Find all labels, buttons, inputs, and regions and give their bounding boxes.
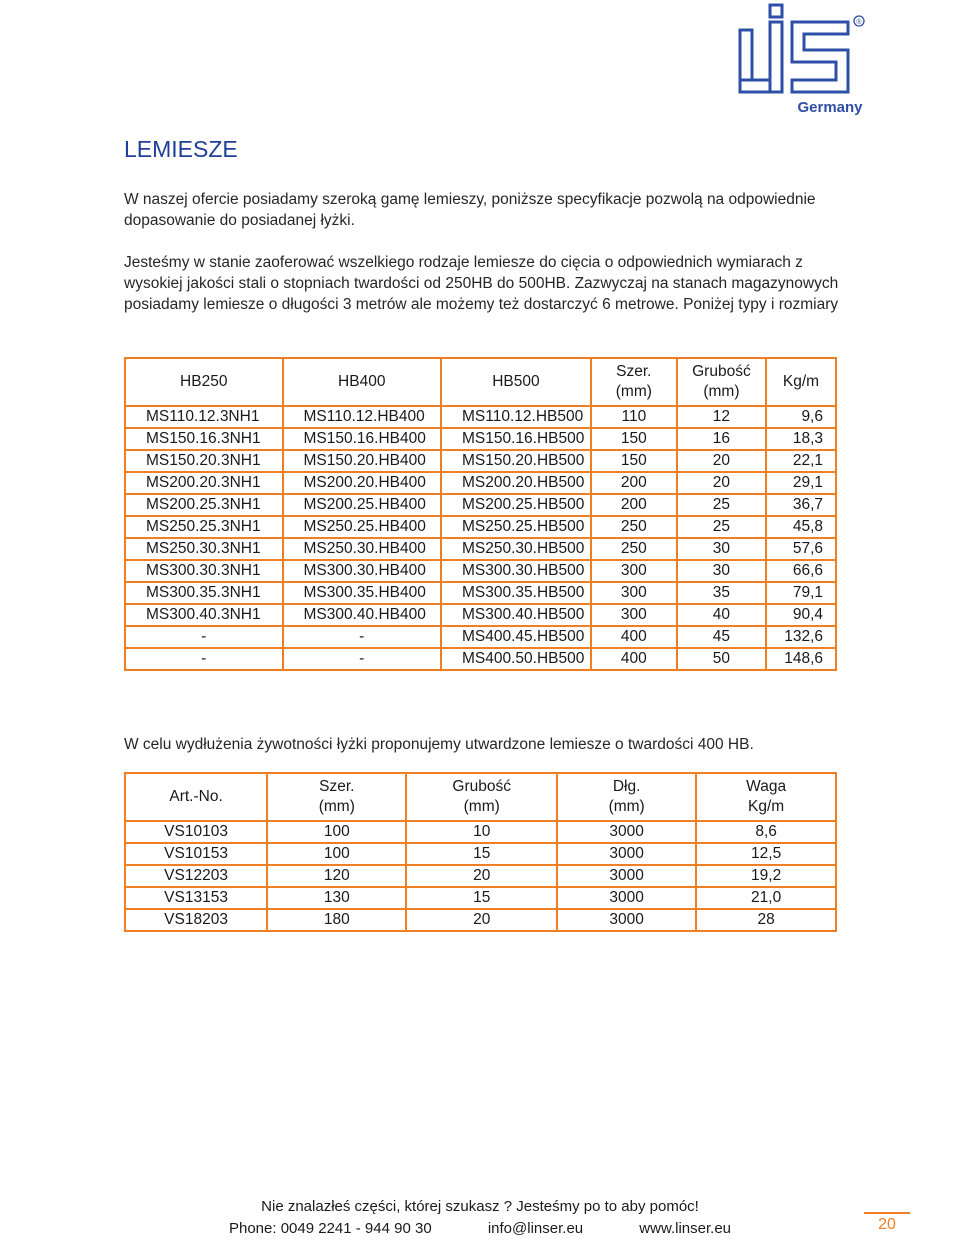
table-cell: MS150.16.3NH1 [125,428,283,450]
table-cell: 300 [591,604,677,626]
table-cell: 180 [267,909,406,931]
table-cell: 300 [591,582,677,604]
blades-table [124,357,837,671]
table-cell: 79,1 [766,582,836,604]
table-cell: 30 [677,538,766,560]
table-row [125,887,836,909]
table-cell: MS150.20.HB500 [441,450,591,472]
table-cell: 30 [677,560,766,582]
page-number-bar [864,1212,910,1214]
table-cell: 20 [406,865,557,887]
table-cell: MS150.16.HB400 [283,428,442,450]
table-cell: 3000 [557,887,696,909]
table-cell: MS250.30.HB400 [283,538,442,560]
table-cell: 400 [591,648,677,670]
table-cell: VS13153 [125,887,267,909]
table-cell: MS250.25.HB500 [441,516,591,538]
col-header: HB250 [125,358,283,406]
table-row [125,626,836,648]
table-cell: MS250.25.3NH1 [125,516,283,538]
footer-contacts [0,1218,960,1240]
note-paragraph: W celu wydłużenia żywotności łyżki proponujemy utwardzone lemiesze o twardości 400 HB. [124,736,754,753]
description-paragraph: Jesteśmy w stanie zaoferować wszelkiego rodzaje lemiesze do cięcia o odpowiednich wymiarach z wysokiej jakości stali o stopniach twardości od 250HB do 500HB. Zazwyczaj na stanach magazynowych posiadamy lemiesze o długości 3 metrów ale możemy też dostarczyć 6 metrowe. Poniżej typy i rozmiary [124,254,839,313]
table-cell: MS200.25.HB400 [283,494,442,516]
footer-website[interactable]: www.linser.eu [639,1220,732,1237]
table-cell: 9,6 [766,406,836,428]
table-cell: 35 [677,582,766,604]
table-cell: 22,1 [766,450,836,472]
table-cell: 150 [591,450,677,472]
table-row [125,516,836,538]
table-cell: MS400.50.HB500 [441,648,591,670]
table-cell: 25 [677,494,766,516]
table-cell: 200 [591,472,677,494]
table-cell: 28 [696,909,836,931]
col-header: Grubość (mm) [406,773,557,821]
table-cell: 25 [677,516,766,538]
table-cell: MS300.35.HB500 [441,582,591,604]
table-cell: MS110.12.HB500 [441,406,591,428]
table-cell: 120 [267,865,406,887]
registered-mark: ® [856,19,862,26]
table-row [125,450,836,472]
table-cell: 15 [406,843,557,865]
table-cell: MS250.30.3NH1 [125,538,283,560]
table-cell: 300 [591,560,677,582]
table-row [125,648,836,670]
table-cell: - [283,648,442,670]
intro-paragraph: W naszej ofercie posiadamy szeroką gamę lemieszy, poniższe specyfikacje pozwolą na odpowiednie dopasowanie do posiadanej łyżki. [124,191,816,229]
table-row [125,494,836,516]
table-cell: 29,1 [766,472,836,494]
table-cell: 110 [591,406,677,428]
table-cell: 3000 [557,909,696,931]
table-cell: MS300.40.HB500 [441,604,591,626]
table-cell: MS150.16.HB500 [441,428,591,450]
table-row [125,865,836,887]
table-cell: 10 [406,821,557,843]
table-cell: 100 [267,843,406,865]
table-cell: 150 [591,428,677,450]
table-cell: 15 [406,887,557,909]
footer-email[interactable]: info@linser.eu [487,1220,584,1237]
table-cell: MS150.20.HB400 [283,450,442,472]
table-cell: 40 [677,604,766,626]
table-cell: 20 [677,450,766,472]
table-cell: 100 [267,821,406,843]
table-cell: 130 [267,887,406,909]
col-header: Szer. (mm) [267,773,406,821]
col-header: Waga Kg/m [696,773,836,821]
col-header: HB500 [441,358,591,406]
table-cell: MS200.25.HB500 [441,494,591,516]
table-cell: - [125,626,283,648]
table-cell: 20 [677,472,766,494]
table-cell: 66,6 [766,560,836,582]
page-footer [0,1196,960,1240]
table-cell: MS300.35.3NH1 [125,582,283,604]
table-cell: MS300.40.HB400 [283,604,442,626]
table-cell: MS300.35.HB400 [283,582,442,604]
col-header: Art.-No. [125,773,267,821]
table-cell: MS400.45.HB500 [441,626,591,648]
table-cell: 20 [406,909,557,931]
table-cell: 132,6 [766,626,836,648]
table-cell: MS300.30.3NH1 [125,560,283,582]
table-cell: 3000 [557,821,696,843]
table-cell: MS200.20.3NH1 [125,472,283,494]
hardened-blades-table [124,772,837,932]
table-row [125,582,836,604]
col-header: HB400 [283,358,442,406]
table-cell: 200 [591,494,677,516]
footer-help-text: Nie znalazłeś części, której szukasz ? Jesteśmy po to aby pomóc! [261,1198,699,1215]
table-row [125,538,836,560]
table-cell: - [283,626,442,648]
col-header: Dłg. (mm) [557,773,696,821]
col-header: Grubość (mm) [677,358,766,406]
table-cell: MS300.40.3NH1 [125,604,283,626]
logo-country: Germany [797,99,863,116]
table-cell: 45,8 [766,516,836,538]
table-cell: 16 [677,428,766,450]
table-cell: 12,5 [696,843,836,865]
table-cell: MS150.20.3NH1 [125,450,283,472]
table-cell: MS200.20.HB400 [283,472,442,494]
table-header-row [125,773,836,821]
table-cell: 36,7 [766,494,836,516]
table-cell: VS10153 [125,843,267,865]
table-row [125,428,836,450]
page-number [864,1212,910,1234]
table-cell: 19,2 [696,865,836,887]
table-row [125,604,836,626]
table-cell: MS110.12.HB400 [283,406,442,428]
footer-phone: Phone: 0049 2241 - 944 90 30 [228,1220,432,1237]
page-number-text: 20 [878,1216,896,1233]
table-cell: VS12203 [125,865,267,887]
table-cell: 90,4 [766,604,836,626]
table-cell: 148,6 [766,648,836,670]
table-row [125,821,836,843]
table-cell: MS200.20.HB500 [441,472,591,494]
table-cell: MS300.30.HB400 [283,560,442,582]
table-row [125,560,836,582]
table-cell: MS250.30.HB500 [441,538,591,560]
table-cell: 3000 [557,843,696,865]
table-cell: MS110.12.3NH1 [125,406,283,428]
col-header: Kg/m [766,358,836,406]
table-cell: VS10103 [125,821,267,843]
table-cell: - [125,648,283,670]
table-cell: 250 [591,516,677,538]
table-cell: 8,6 [696,821,836,843]
table-row [125,472,836,494]
table-cell: 3000 [557,865,696,887]
table-row [125,406,836,428]
table-cell: 400 [591,626,677,648]
table-row [125,909,836,931]
table-cell: VS18203 [125,909,267,931]
table-cell: 12 [677,406,766,428]
table-row [125,843,836,865]
table-cell: MS250.25.HB400 [283,516,442,538]
table-cell: 250 [591,538,677,560]
page-title: LEMIESZE [124,136,238,162]
table-cell: MS200.25.3NH1 [125,494,283,516]
lis-germany-logo [738,2,868,118]
table-cell: MS300.30.HB500 [441,560,591,582]
table-cell: 50 [677,648,766,670]
table-header-row [125,358,836,406]
table-cell: 45 [677,626,766,648]
col-header: Szer. (mm) [591,358,677,406]
table-cell: 18,3 [766,428,836,450]
table-cell: 57,6 [766,538,836,560]
table-cell: 21,0 [696,887,836,909]
